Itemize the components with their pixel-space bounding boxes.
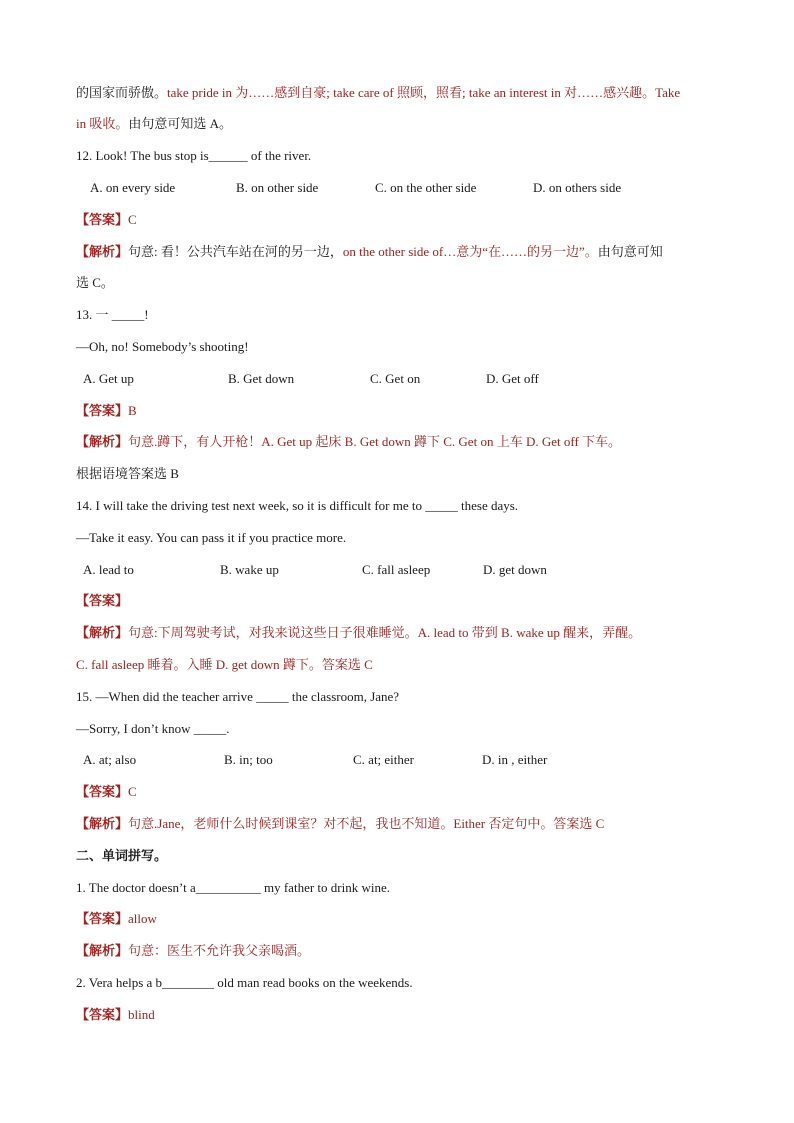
question-14: 14. I will take the driving test next week, so it is difficult for me to _____ these days.	[76, 498, 519, 513]
question-12: 12. Look! The bus stop is______ of the river.	[76, 148, 312, 163]
explanation-tag: 【解析】	[76, 816, 129, 831]
option-c: C. on the other side	[375, 180, 477, 195]
spelling-question-2: 2. Vera helps a b________ old man read books on the weekends.	[76, 975, 413, 990]
explanation-line: 选 C。	[76, 275, 114, 290]
question-15: 15. —When did the teacher arrive _____ the classroom, Jane?	[76, 689, 400, 704]
option-b: B. in; too	[224, 752, 273, 767]
explanation-text: on the other side of…意为“在……的另一边”。	[342, 244, 598, 259]
answer-line	[76, 402, 137, 420]
answer-line	[76, 783, 137, 801]
answer-line	[76, 910, 157, 928]
explanation-text: 句意.蹲下，有人开枪！A. Get up 起床 B. Get down 蹲下 C. Get on 上车 D. Get off 下车。	[128, 434, 622, 449]
explanation-text: 句意: 看！公共汽车站在河的另一边，	[128, 244, 343, 259]
dialogue-reply: —Sorry, I don’t know _____.	[76, 721, 230, 736]
text-line	[76, 115, 232, 133]
explanation-text: take pride in 为……感到自豪; take care of 照顾，照看; take an interest in 对……感兴趣。Take	[167, 85, 681, 100]
explanation-line: C. fall asleep 睡着。入睡 D. get down 蹲下。答案选 C	[76, 657, 373, 672]
option-c: C. Get on	[370, 371, 421, 386]
answer-line	[76, 1006, 155, 1024]
explanation-tag: 【解析】	[76, 244, 129, 259]
explanation-tag: 【解析】	[76, 434, 129, 449]
option-d: D. Get off	[486, 371, 539, 386]
text-segment: 由句意可知选 A。	[128, 116, 233, 131]
explanation-line	[76, 433, 621, 451]
explanation-line	[76, 815, 604, 833]
answer-tag: 【答案】	[76, 403, 129, 418]
answer-tag: 【答案】	[76, 784, 129, 799]
question-13: 13. 一 _____!	[76, 307, 149, 322]
dialogue-reply: —Take it easy. You can pass it if you practice more.	[76, 530, 347, 545]
explanation-text: 句意：医生不允许我父亲喝酒。	[128, 943, 311, 958]
answer-line	[76, 592, 128, 610]
answer-value: blind	[128, 1007, 155, 1022]
option-c: C. fall asleep	[362, 562, 431, 577]
answer-line	[76, 211, 137, 229]
option-d: D. get down	[483, 562, 547, 577]
explanation-text: 句意:下周驾驶考试，对我来说这些日子很难睡觉。A. lead to 带到 B. wake up 醒来，弄醒。	[128, 625, 642, 640]
answer-tag: 【答案】	[76, 1007, 129, 1022]
answer-value: C	[128, 784, 137, 799]
explanation-text: 句意.Jane，老师什么时候到课室？对不起，我也不知道。	[128, 816, 454, 831]
explanation-text: Either 否定句中。答案选 C	[453, 816, 605, 831]
option-d: D. on others side	[533, 180, 622, 195]
answer-value: C	[128, 212, 137, 227]
option-b: B. wake up	[220, 562, 279, 577]
text-line	[76, 84, 680, 102]
explanation-tag: 【解析】	[76, 625, 129, 640]
answer-tag: 【答案】	[76, 593, 129, 608]
explanation-line	[76, 942, 310, 960]
explanation-text: 由句意可知	[597, 244, 663, 259]
spelling-question-1: 1. The doctor doesn’t a__________ my father to drink wine.	[76, 880, 390, 895]
explanation-text: in 吸收。	[76, 116, 129, 131]
option-a: A. Get up	[83, 371, 134, 386]
explanation-line	[76, 624, 641, 642]
answer-tag: 【答案】	[76, 911, 129, 926]
option-a: A. at; also	[83, 752, 137, 767]
option-a: A. lead to	[83, 562, 134, 577]
option-b: B. on other side	[236, 180, 319, 195]
section-heading: 二、单词拼写。	[76, 848, 168, 863]
explanation-line: 根据语境答案选 B	[76, 466, 179, 481]
explanation-line	[76, 243, 663, 261]
explanation-tag: 【解析】	[76, 943, 129, 958]
answer-tag: 【答案】	[76, 212, 129, 227]
answer-value: B	[128, 403, 137, 418]
option-a: A. on every side	[90, 180, 176, 195]
option-d: D. in , either	[482, 752, 548, 767]
answer-value: allow	[128, 911, 157, 926]
text-segment: 的国家而骄傲。	[76, 85, 168, 100]
option-c: C. at; either	[353, 752, 415, 767]
option-b: B. Get down	[228, 371, 295, 386]
dialogue-reply: —Oh, no! Somebody’s shooting!	[76, 339, 249, 354]
